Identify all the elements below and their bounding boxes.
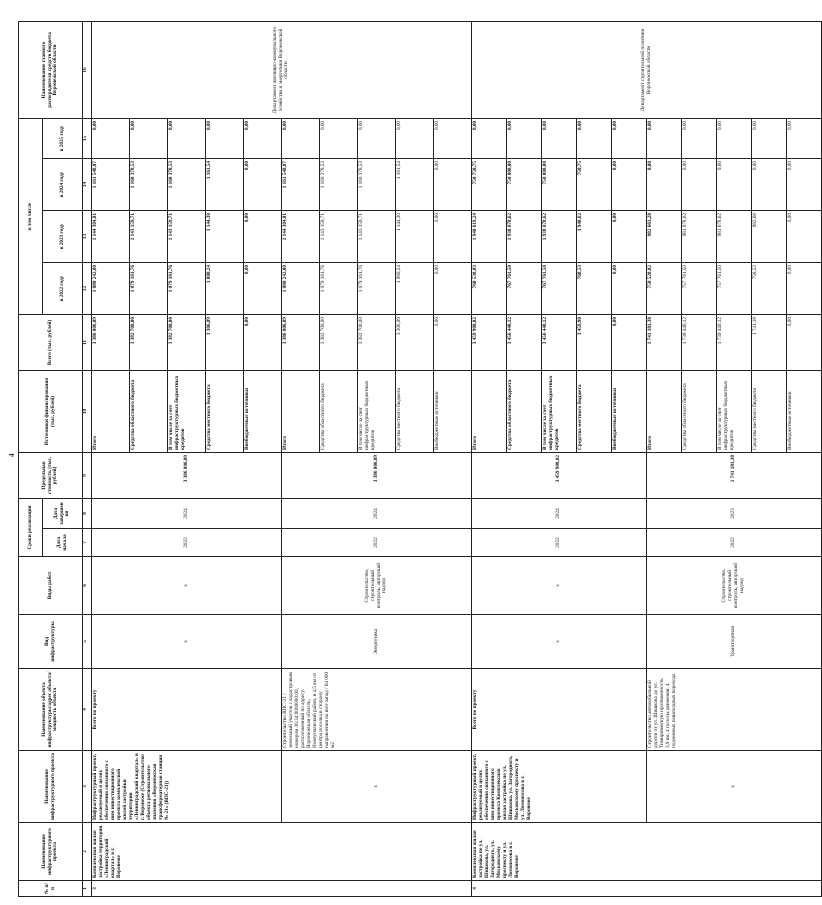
header-end: Дата завершения xyxy=(43,499,83,529)
value-2022: 1 080 242,00 xyxy=(282,263,320,315)
end-date: 2024 xyxy=(472,499,647,529)
value-2024: 0,00 xyxy=(434,159,472,211)
col-index: 11 xyxy=(83,315,92,371)
row-number: 3 xyxy=(92,881,472,897)
value-2024: 750 000,00 xyxy=(507,159,542,211)
header-start: Дата начала xyxy=(43,529,83,557)
value-total: 3 459,90 xyxy=(577,315,612,371)
value-2025: 0,00 xyxy=(206,118,244,158)
infra-type: Энергетика xyxy=(282,615,472,669)
header-limit-cost: Предельная стоимость (тыс. рублей) xyxy=(19,453,83,499)
value-2023: 0,00 xyxy=(244,211,282,263)
value-2022: 757 761,50 xyxy=(682,263,717,315)
header-admin: Наименование главного распорядителя средств бюджета Воронежской области xyxy=(19,21,83,118)
value-2025: 0,00 xyxy=(472,118,507,158)
limit-cost: 3 386 006,09 xyxy=(92,453,282,499)
value-2024: 0,00 xyxy=(752,159,787,211)
value-2025: 0,00 xyxy=(320,118,358,158)
infra-type: Транспортная xyxy=(647,615,822,669)
value-2022: 768,53 xyxy=(577,263,612,315)
header-total: Всего (тыс. рублей) xyxy=(19,315,83,371)
subproject-x: х xyxy=(282,751,472,823)
col-index: 5 xyxy=(83,615,92,669)
object-description: Строительство ВПС-21 / земельный участок с кадастровым номером 36:34:0000000:00, расположенный по адресу: Воронежская область, Новоусманский район, в 4,5 км от центра поселка в сторону направления на юго-запад / 64 000 м2 xyxy=(282,669,472,751)
start-date: 2022 xyxy=(92,529,282,557)
value-2025: 0,00 xyxy=(130,118,168,158)
value-total: 1 739 440,12 xyxy=(717,315,752,371)
funding-source: Внебюджетные источники xyxy=(612,371,647,453)
value-2023: 1 144 304,01 xyxy=(282,211,320,263)
value-2025: 0,00 xyxy=(612,118,647,158)
value-2022: 1 080,24 xyxy=(396,263,434,315)
works-type-cell: х xyxy=(92,557,282,615)
value-2022: 1 079 161,76 xyxy=(168,263,206,315)
header-2022: в 2022 году xyxy=(43,263,83,315)
works-type: Строительство, строительный контроль, авторский надзор xyxy=(282,557,472,615)
end-date: 2023 xyxy=(647,499,822,529)
header-project: Наименование инфраструктурного проекта xyxy=(19,823,83,881)
value-2023: 0,00 xyxy=(612,211,647,263)
value-2025: 0,00 xyxy=(647,118,682,158)
value-2022: 1 079 161,76 xyxy=(320,263,358,315)
value-2024: 0,00 xyxy=(787,159,822,211)
value-2022: 768 530,03 xyxy=(472,263,507,315)
value-2024: 0,00 xyxy=(647,159,682,211)
subproject-name: Инфраструктурный проект, реализуемый в целях обеспечения связанного с ним инвестиционного проекта Комплексная жилая застройка по ул. Шишкова, ул. Загородного, Московскому проспекту и ул. Ломоносова в г. Воронеже xyxy=(472,751,647,823)
funding-source: Средства местного бюджета xyxy=(577,371,612,453)
funding-source: В том числе за счет инфраструктурных бюджетных кредитов xyxy=(168,371,206,453)
start-date: 2022 xyxy=(472,529,647,557)
value-2023: 982,66 xyxy=(752,211,787,263)
value-total: 3 386 006,09 xyxy=(92,315,130,371)
value-2023: 1 144,30 xyxy=(206,211,244,263)
value-2024: 1 161 540,07 xyxy=(92,159,130,211)
financing-table xyxy=(18,21,822,897)
works-type: Строительство, строительный контроль, авторский надзор xyxy=(647,557,822,615)
value-total: 1 739 440,12 xyxy=(682,315,717,371)
value-2022: 0,00 xyxy=(244,263,282,315)
col-index: 9 xyxy=(83,453,92,499)
funding-source: Внебюджетные источники xyxy=(244,371,282,453)
value-total: 0,00 xyxy=(612,315,647,371)
value-2023: 1 940 619,24 xyxy=(472,211,507,263)
value-2022: 0,00 xyxy=(787,263,822,315)
start-date: 2022 xyxy=(282,529,472,557)
value-2024: 1 161 540,07 xyxy=(282,159,320,211)
col-index: 13 xyxy=(83,211,92,263)
value-2025: 0,00 xyxy=(542,118,577,158)
table-row xyxy=(92,21,130,896)
col-index: 6 xyxy=(83,557,92,615)
header-row xyxy=(19,21,43,896)
col-index: 10 xyxy=(83,371,92,453)
col-index: 2 xyxy=(83,823,92,881)
value-2022: 1 079 161,76 xyxy=(130,263,168,315)
col-index: 3 xyxy=(83,751,92,823)
value-2025: 0,00 xyxy=(682,118,717,158)
start-date: 2022 xyxy=(647,529,822,557)
value-2025: 0,00 xyxy=(168,118,206,158)
table-body xyxy=(92,21,822,896)
col-index: 12 xyxy=(83,263,92,315)
header-terms: Сроки реализации xyxy=(19,499,43,557)
value-2022: 758 520,02 xyxy=(647,263,682,315)
value-2023: 1 143 159,71 xyxy=(320,211,358,263)
value-2024: 1 160 378,53 xyxy=(320,159,358,211)
value-2023: 1 144 304,01 xyxy=(92,211,130,263)
admin-name: Департамент строительной политики Воронежской области xyxy=(472,21,822,118)
value-2023: 982 661,28 xyxy=(647,211,682,263)
value-total: 3 456 440,12 xyxy=(542,315,577,371)
col-index: 4 xyxy=(83,669,92,751)
value-2023: 1 940,62 xyxy=(577,211,612,263)
header-2023: в 2023 году xyxy=(43,211,83,263)
page-number: 4 xyxy=(8,453,16,457)
infra-type-cell: х xyxy=(92,615,282,669)
value-2024: 1 160 378,53 xyxy=(168,159,206,211)
funding-source: Средства местного бюджета xyxy=(396,371,434,453)
value-2025: 0,00 xyxy=(752,118,787,158)
value-2023: 981 678,62 xyxy=(717,211,752,263)
funding-source: Средства областного бюджета xyxy=(682,371,717,453)
col-index: 7 xyxy=(83,529,92,557)
funding-source: Итого xyxy=(92,371,130,453)
value-total: 3 382 700,00 xyxy=(168,315,206,371)
value-total: 3 382 700,00 xyxy=(320,315,358,371)
funding-source: Средства областного бюджета xyxy=(320,371,358,453)
value-2022: 1 080 242,00 xyxy=(92,263,130,315)
funding-source: Средства областного бюджета xyxy=(130,371,168,453)
value-2023: 981 678,62 xyxy=(682,211,717,263)
end-date: 2024 xyxy=(282,499,472,529)
table-row xyxy=(647,21,682,896)
funding-source: Итого xyxy=(472,371,507,453)
row-number: 4 xyxy=(472,881,822,897)
value-total: 3 306,09 xyxy=(206,315,244,371)
funding-source: Средства областного бюджета xyxy=(507,371,542,453)
value-2025: 0,00 xyxy=(282,118,320,158)
col-index: 1 xyxy=(83,881,92,897)
value-2022: 0,00 xyxy=(612,263,647,315)
col-index: 16 xyxy=(83,21,92,118)
value-total: 1 741,18 xyxy=(752,315,787,371)
value-2023: 1 143 159,71 xyxy=(168,211,206,263)
subproject-x: х xyxy=(647,751,822,823)
header-num: № п/п xyxy=(19,881,83,897)
value-2023: 1 144,30 xyxy=(396,211,434,263)
project-name: Комплексная жилая застройка территории «Ленинградский квартал» в г. Воронеже xyxy=(92,823,472,881)
header-subproject: Наименование инфраструктурного проекта xyxy=(19,751,83,823)
value-2022: 767 761,50 xyxy=(507,263,542,315)
value-total: 3 386 006,09 xyxy=(282,315,320,371)
value-2025: 0,00 xyxy=(396,118,434,158)
funding-source: Внебюджетные источники xyxy=(787,371,822,453)
value-2022: 758,52 xyxy=(752,263,787,315)
project-name: Комплексная жилая застройка по ул. Шишкова, ул. Загородного, ул. Московскому проспекту и ул. Ломоносова в г. Воронеже xyxy=(472,823,822,881)
funding-source: Средства местного бюджета xyxy=(752,371,787,453)
limit-cost: 3 459 900,02 xyxy=(472,453,647,499)
header-2024: в 2024 году xyxy=(43,159,83,211)
value-2023: 1 143 159,71 xyxy=(130,211,168,263)
admin-name: Департамент жилищно-коммунального хозяйства и энергетики Воронежской области xyxy=(92,21,472,118)
value-total: 3 306,09 xyxy=(396,315,434,371)
column-index-row xyxy=(83,21,92,896)
infra-type-cell: х xyxy=(472,615,647,669)
header-object: Наименование объекта инфраструктуры/адрес объекта/ мощность объекта xyxy=(19,669,83,751)
value-total: 0,00 xyxy=(244,315,282,371)
col-index: 8 xyxy=(83,499,92,529)
value-2023: 1 143 159,71 xyxy=(358,211,396,263)
value-2025: 0,00 xyxy=(717,118,752,158)
header-incl: в том числе xyxy=(19,118,43,314)
value-2025: 0,00 xyxy=(787,118,822,158)
value-2023: 0,00 xyxy=(787,211,822,263)
value-2024: 750,75 xyxy=(577,159,612,211)
header-works-type: Виды работ xyxy=(19,557,83,615)
works-type-cell: х xyxy=(472,557,647,615)
value-2023: 1 938 678,62 xyxy=(507,211,542,263)
value-2023: 0,00 xyxy=(434,211,472,263)
value-total: 3 459 900,02 xyxy=(472,315,507,371)
funding-source: Средства местного бюджета xyxy=(206,371,244,453)
end-date: 2024 xyxy=(92,499,282,529)
value-2025: 0,00 xyxy=(244,118,282,158)
value-2024: 0,00 xyxy=(244,159,282,211)
table-sheet xyxy=(8,17,793,897)
value-2022: 0,00 xyxy=(434,263,472,315)
value-2024: 0,00 xyxy=(612,159,647,211)
header-2025: в 2025 году xyxy=(43,118,83,158)
object-description: Строительство автомобильной дороги от ул. Шишкова до ул. Тимирязевскую протяженность 3,9 км, 4 полосы движения, 4 подземных пешеходных перехода xyxy=(647,669,822,751)
value-2025: 0,00 xyxy=(507,118,542,158)
table-row xyxy=(282,21,320,896)
funding-source: Итого xyxy=(282,371,320,453)
value-2024: 750 000,00 xyxy=(542,159,577,211)
value-total: 0,00 xyxy=(787,315,822,371)
value-2022: 1 080,24 xyxy=(206,263,244,315)
value-2025: 0,00 xyxy=(358,118,396,158)
value-2024: 0,00 xyxy=(717,159,752,211)
value-2022: 767 761,50 xyxy=(542,263,577,315)
value-total: 3 382 700,00 xyxy=(130,315,168,371)
value-2023: 1 938 678,62 xyxy=(542,211,577,263)
col-index: 14 xyxy=(83,159,92,211)
value-2025: 0,00 xyxy=(434,118,472,158)
limit-cost: 3 386 006,09 xyxy=(282,453,472,499)
funding-source: В том числе за счет инфраструктурных бюджетных кредитов xyxy=(717,371,752,453)
value-total: 3 456 440,12 xyxy=(507,315,542,371)
header-sources: Источники финансирования (тыс. рублей) xyxy=(19,371,83,453)
value-2024: 1 160 378,53 xyxy=(130,159,168,211)
value-2025: 0,00 xyxy=(577,118,612,158)
object-total-label: Всего по проекту xyxy=(472,669,647,751)
object-total-label: Всего по проекту xyxy=(92,669,282,751)
value-total: 3 382 700,00 xyxy=(358,315,396,371)
value-2024: 1 161,54 xyxy=(396,159,434,211)
funding-source: Внебюджетные источники xyxy=(434,371,472,453)
subproject-name: Инфраструктурный проект, реализуемый в целях обеспечения связанного с ним инвестиционного проекта комплексной жилой застройки территории «Ленинградский квартал» в г. Воронеже (Строительство объекта регионального значения «Воронежская трансформаторная станция № 21» (ВПС-21)) xyxy=(92,751,282,823)
value-total: 1 741 181,38 xyxy=(647,315,682,371)
value-total: 0,00 xyxy=(434,315,472,371)
table-row xyxy=(472,21,507,896)
header-infra-type: Вид инфраструктуры xyxy=(19,615,83,669)
value-2024: 1 160 378,53 xyxy=(358,159,396,211)
value-2024: 750 750,75 xyxy=(472,159,507,211)
funding-source: Итого xyxy=(647,371,682,453)
value-2024: 0,00 xyxy=(682,159,717,211)
limit-cost: 1 741 181,38 xyxy=(647,453,822,499)
value-2022: 757 761,50 xyxy=(717,263,752,315)
funding-source: В том числе за счет инфраструктурных бюджетных кредитов xyxy=(542,371,577,453)
value-2025: 0,00 xyxy=(92,118,130,158)
funding-source: В том числе за счет инфраструктурных бюджетных кредитов xyxy=(358,371,396,453)
value-2024: 1 161,54 xyxy=(206,159,244,211)
col-index: 15 xyxy=(83,118,92,158)
value-2022: 1 079 161,76 xyxy=(358,263,396,315)
